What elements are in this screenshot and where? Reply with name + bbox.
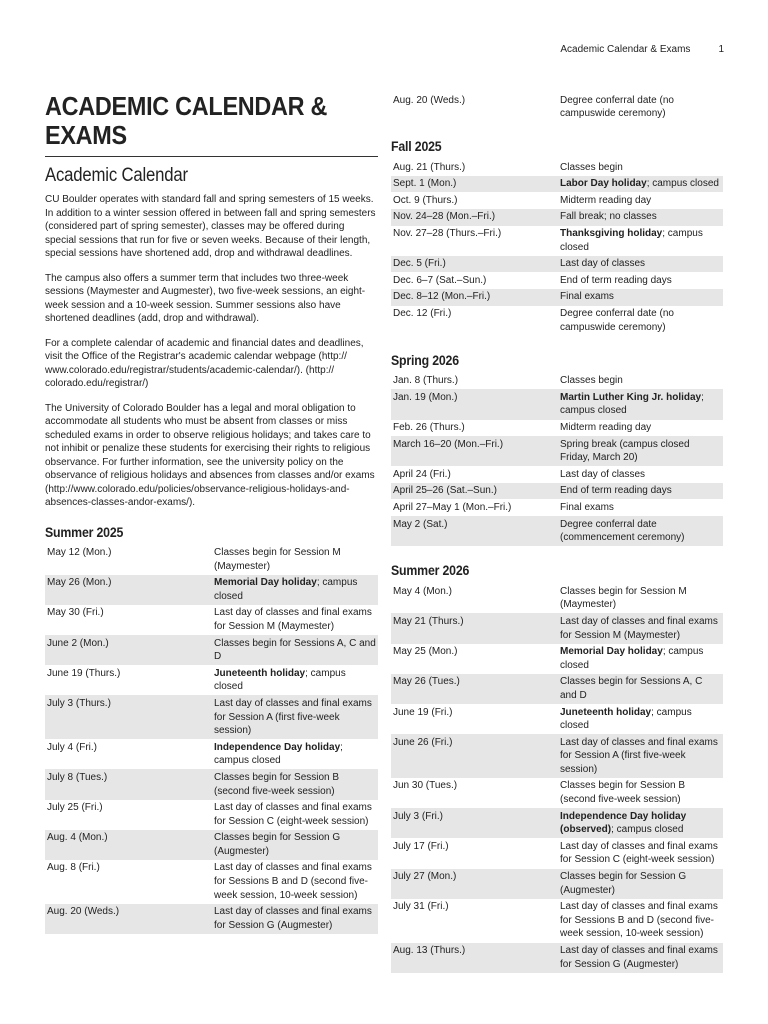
calendar-date: Aug. 20 (Weds.) — [45, 904, 212, 934]
calendar-row — [391, 289, 723, 306]
calendar-event — [558, 808, 723, 838]
paragraph: The University of Colorado Boulder has a legal and moral obligation to accommodate all students who must be absent from classes or miss scheduled exams in order to observe religious holidays; and takes care to not inhibit or penalize these students for exercising their rights to religious observance. For further information, see the university policy on the observance of religious holidays and absences from classes and/or exams (http://www.colorado.edu/policies/observance-religious-holidays-and-absences-classes-andor-exams/). — [45, 402, 375, 508]
event-text: Last day of classes and final exams for Session A (first five-week session) — [214, 697, 372, 737]
event-text: Midterm reading day — [560, 422, 652, 433]
calendar-event — [558, 209, 723, 226]
event-text: Last day of classes — [560, 468, 646, 480]
calendar-row — [45, 635, 378, 665]
event-text: Classes begin for Session G (Augmester) — [214, 832, 341, 857]
calendar-event — [558, 289, 723, 306]
event-text: Classes begin for Session B (second five-week session) — [560, 780, 686, 806]
event-text: Midterm reading day — [560, 194, 652, 206]
calendar-event — [212, 545, 378, 575]
calendar-row — [391, 256, 723, 273]
event-text: End of term reading days — [560, 485, 672, 497]
paragraph: The campus also offers a summer term that includes two three-week sessions (Maymester and Augmester), two five-week sessions, an eight-week session and a 10-week session. Summer sessions also have shortened deadlines (add, drop and withdrawal). — [45, 272, 366, 324]
calendar-event — [558, 436, 723, 466]
holiday-name: Juneteenth holiday — [214, 667, 306, 679]
calendar-date: June 19 (Thurs.) — [47, 667, 121, 679]
calendar-row — [45, 605, 378, 635]
calendar-event — [558, 389, 723, 419]
calendar-event — [212, 830, 378, 860]
calendar-event — [558, 943, 723, 973]
calendar-row — [391, 838, 723, 868]
calendar-date: July 3 (Fri.) — [391, 808, 558, 838]
calendar-row — [45, 739, 378, 769]
calendar-event — [212, 575, 378, 605]
left-column — [45, 92, 378, 934]
event-text: Last day of classes and final exams for Session G (Augmester) — [560, 945, 718, 970]
event-text: ; campus closed — [560, 706, 692, 732]
calendar-row — [391, 159, 723, 176]
calendar-event — [558, 899, 723, 943]
calendar-event — [558, 420, 723, 437]
calendar-event — [558, 734, 723, 778]
calendar-date: June 19 (Fri.) — [393, 706, 453, 718]
fall-2025-heading: Fall 2025 — [391, 138, 442, 155]
calendar-date: April 27–May 1 (Mon.–Fri.) — [393, 501, 512, 513]
calendar-date: March 16–20 (Mon.–Fri.) — [391, 436, 558, 466]
calendar-date: July 3 (Thurs.) — [45, 695, 212, 739]
calendar-date: July 17 (Fri.) — [393, 840, 449, 852]
calendar-row — [45, 545, 378, 575]
calendar-event — [212, 800, 378, 830]
calendar-event — [212, 769, 378, 799]
calendar-date: July 8 (Tues.) — [45, 769, 212, 799]
calendar-row — [391, 272, 723, 289]
calendar-date: July 4 (Fri.) — [47, 741, 97, 753]
calendar-row — [391, 306, 723, 336]
fall-2025-table — [391, 159, 723, 336]
calendar-event — [558, 499, 723, 516]
event-text: Last day of classes and final exams for Session M (Maymester) — [214, 607, 372, 632]
event-text: ; campus closed — [646, 178, 719, 190]
calendar-row — [391, 373, 723, 390]
calendar-event — [558, 869, 723, 899]
calendar-row — [391, 516, 723, 546]
calendar-event — [212, 605, 378, 635]
event-text: Last day of classes and final exams for Sessions B and D (second five-week session, 10-week session) — [560, 901, 718, 940]
calendar-row — [45, 860, 378, 904]
calendar-row — [391, 869, 723, 899]
holiday-name: Independence Day holiday (observed) — [560, 810, 687, 836]
calendar-row — [391, 499, 723, 516]
calendar-event — [558, 192, 723, 209]
calendar-event — [558, 516, 723, 546]
event-text: Degree conferral date (no campuswide ceremony) — [560, 94, 674, 120]
calendar-date: May 2 (Sat.) — [391, 516, 558, 546]
event-text: End of term reading days — [560, 274, 672, 286]
event-text: Degree conferral date (commencement ceremony) — [560, 518, 685, 544]
calendar-date: April 24 (Fri.) — [393, 468, 451, 480]
calendar-date: Jan. 19 (Mon.) — [391, 389, 558, 419]
calendar-date: Aug. 8 (Fri.) — [47, 862, 100, 874]
event-text: ; campus closed — [560, 646, 704, 671]
calendar-event — [558, 704, 723, 734]
event-text: ; campus closed — [214, 667, 346, 693]
page-title-line1: ACADEMIC CALENDAR & — [45, 91, 328, 121]
calendar-date: May 26 (Tues.) — [391, 674, 558, 704]
calendar-row — [391, 943, 723, 973]
calendar-row — [391, 176, 723, 193]
calendar-event — [212, 860, 378, 904]
event-text: Classes begin for Session M (Maymester) — [560, 585, 687, 611]
calendar-event — [558, 483, 723, 500]
calendar-row — [391, 466, 723, 483]
event-text: Classes begin for Session B (second five-week session) — [214, 771, 340, 797]
calendar-date: May 12 (Mon.) — [47, 547, 112, 558]
calendar-date: Nov. 24–28 (Mon.–Fri.) — [391, 209, 558, 226]
summer-2026-heading: Summer 2026 — [391, 562, 470, 579]
calendar-date: Sept. 1 (Mon.) — [391, 176, 558, 193]
calendar-date: Jun 30 (Tues.) — [393, 780, 458, 792]
calendar-row — [45, 830, 378, 860]
calendar-date: Dec. 12 (Fri.) — [393, 308, 452, 320]
calendar-event — [558, 272, 723, 289]
calendar-event — [558, 373, 723, 390]
calendar-row — [45, 665, 378, 695]
calendar-event — [212, 665, 378, 695]
calendar-date: June 26 (Fri.) — [391, 734, 558, 778]
summer-2025-table — [45, 545, 378, 934]
calendar-row — [45, 575, 378, 605]
calendar-row — [391, 644, 723, 674]
summer-2025-heading: Summer 2025 — [45, 523, 124, 540]
calendar-row — [391, 583, 723, 613]
calendar-row — [391, 420, 723, 437]
event-text: Last day of classes and final exams for Session G (Augmester) — [214, 906, 372, 931]
event-text: ; campus closed — [214, 741, 343, 767]
calendar-row — [391, 92, 723, 122]
right-column — [391, 92, 723, 973]
calendar-row — [45, 904, 378, 934]
event-text: Classes begin for Sessions A, C and D — [560, 676, 703, 701]
calendar-event — [558, 226, 723, 256]
event-text: Last day of classes — [560, 258, 646, 270]
calendar-row — [391, 899, 723, 943]
event-text: Classes begin for Session M (Maymester) — [214, 547, 341, 572]
event-text: ; campus closed — [611, 824, 684, 836]
holiday-name: Memorial Day holiday — [560, 646, 663, 658]
event-text: Classes begin — [560, 375, 623, 387]
calendar-row — [45, 695, 378, 739]
event-text: ; campus closed — [560, 391, 704, 417]
calendar-date: July 27 (Mon.) — [391, 869, 558, 899]
calendar-row — [391, 778, 723, 808]
calendar-event — [558, 778, 723, 808]
calendar-row — [391, 192, 723, 209]
paragraph: For a complete calendar of academic and financial dates and deadlines, visit the Office of the Registrar's academic calendar webpage (http:// www.colorado.edu/registrar/students/academic-calendar/). (http:// colorado.edu/registrar/) — [45, 337, 364, 389]
calendar-event — [212, 695, 378, 739]
calendar-date: May 26 (Mon.) — [45, 575, 212, 605]
calendar-date: April 25–26 (Sat.–Sun.) — [391, 483, 558, 500]
calendar-date: May 30 (Fri.) — [47, 607, 104, 619]
section-title: Academic Calendar — [45, 165, 188, 186]
calendar-date: July 25 (Fri.) — [47, 802, 103, 814]
event-text: ; campus closed — [560, 228, 703, 253]
calendar-date: June 2 (Mon.) — [45, 635, 212, 665]
spring-2026-heading: Spring 2026 — [391, 351, 459, 368]
calendar-date: July 31 (Fri.) — [393, 901, 449, 913]
calendar-row — [45, 800, 378, 830]
calendar-event — [558, 838, 723, 868]
calendar-event — [558, 674, 723, 704]
calendar-row — [391, 436, 723, 466]
calendar-event — [558, 466, 723, 483]
calendar-date: Feb. 26 (Thurs.) — [393, 422, 465, 433]
calendar-date: Aug. 13 (Thurs.) — [391, 943, 558, 973]
event-text: Final exams — [560, 501, 614, 513]
calendar-row — [391, 389, 723, 419]
calendar-date: May 21 (Thurs.) — [391, 613, 558, 643]
calendar-event — [558, 583, 723, 613]
calendar-event — [558, 176, 723, 193]
calendar-row — [391, 483, 723, 500]
calendar-row — [391, 704, 723, 734]
event-text: Classes begin for Session G (Augmester) — [560, 871, 687, 896]
holiday-name: Labor Day holiday — [560, 178, 647, 190]
running-header-title: Academic Calendar & Exams — [560, 44, 691, 55]
calendar-date: May 4 (Mon.) — [393, 585, 452, 597]
event-text: Degree conferral date (no campuswide ceremony) — [560, 308, 674, 333]
event-text: Last day of classes and final exams for Session M (Maymester) — [560, 615, 718, 641]
calendar-date: Dec. 6–7 (Sat.–Sun.) — [393, 274, 487, 286]
running-header — [560, 44, 724, 55]
calendar-event — [212, 739, 378, 769]
summer-2025-continued-table — [391, 92, 723, 122]
page-title-line2: EXAMS — [45, 120, 127, 150]
calendar-row — [45, 769, 378, 799]
calendar-row — [391, 674, 723, 704]
calendar-event — [558, 644, 723, 674]
calendar-row — [391, 734, 723, 778]
calendar-row — [391, 808, 723, 838]
event-text: Last day of classes and final exams for Session C (eight-week session) — [214, 802, 372, 827]
calendar-date: Nov. 27–28 (Thurs.–Fri.) — [393, 228, 502, 240]
calendar-row — [391, 613, 723, 643]
calendar-event — [558, 306, 723, 336]
event-text: Spring break (campus closed Friday, March 20) — [560, 438, 690, 464]
calendar-event — [558, 159, 723, 176]
page-number: 1 — [718, 44, 724, 55]
calendar-event — [558, 613, 723, 643]
calendar-date: Dec. 5 (Fri.) — [391, 256, 558, 273]
event-text: Final exams — [560, 291, 614, 303]
holiday-name: Martin Luther King Jr. holiday — [560, 391, 702, 403]
calendar-event — [212, 904, 378, 934]
holiday-name: Juneteenth holiday — [560, 706, 652, 718]
paragraph: CU Boulder operates with standard fall and spring semesters of 15 weeks. In addition to a winter session offered in between fall and spring semesters (considered part of spring semester), classes may be offered during special sessions that run for five or seven weeks. Because of their length, special sessions have shortened add, drop and withdrawal deadlines. — [45, 194, 376, 259]
calendar-event — [558, 92, 723, 122]
event-text: Classes begin — [560, 161, 623, 173]
holiday-name: Thanksgiving holiday — [560, 228, 663, 240]
calendar-date: Aug. 21 (Thurs.) — [393, 161, 466, 173]
event-text: Classes begin for Sessions A, C and D — [214, 637, 376, 663]
calendar-date: May 25 (Mon.) — [393, 646, 458, 658]
holiday-name: Memorial Day holiday — [214, 577, 317, 589]
page-title — [45, 92, 378, 150]
calendar-row — [391, 226, 723, 256]
spring-2026-table — [391, 373, 723, 547]
calendar-row — [391, 209, 723, 226]
calendar-date: Jan. 8 (Thurs.) — [393, 375, 459, 387]
event-text: Fall break; no classes — [560, 211, 657, 223]
summer-2026-table — [391, 583, 723, 972]
event-text: Last day of classes and final exams for Sessions B and D (second five-week session, 10-week session) — [214, 862, 372, 901]
calendar-date: Oct. 9 (Thurs.) — [393, 194, 458, 206]
holiday-name: Independence Day holiday — [214, 741, 341, 753]
calendar-date: Aug. 4 (Mon.) — [45, 830, 212, 860]
calendar-event — [212, 635, 378, 665]
event-text: ; campus closed — [214, 577, 358, 602]
event-text: Last day of classes and final exams for Session C (eight-week session) — [560, 840, 718, 866]
calendar-date: Dec. 8–12 (Mon.–Fri.) — [391, 289, 558, 306]
calendar-event — [558, 256, 723, 273]
title-rule — [45, 156, 378, 157]
calendar-date: Aug. 20 (Weds.) — [393, 94, 466, 106]
event-text: Last day of classes and final exams for Session A (first five-week session) — [560, 736, 718, 775]
